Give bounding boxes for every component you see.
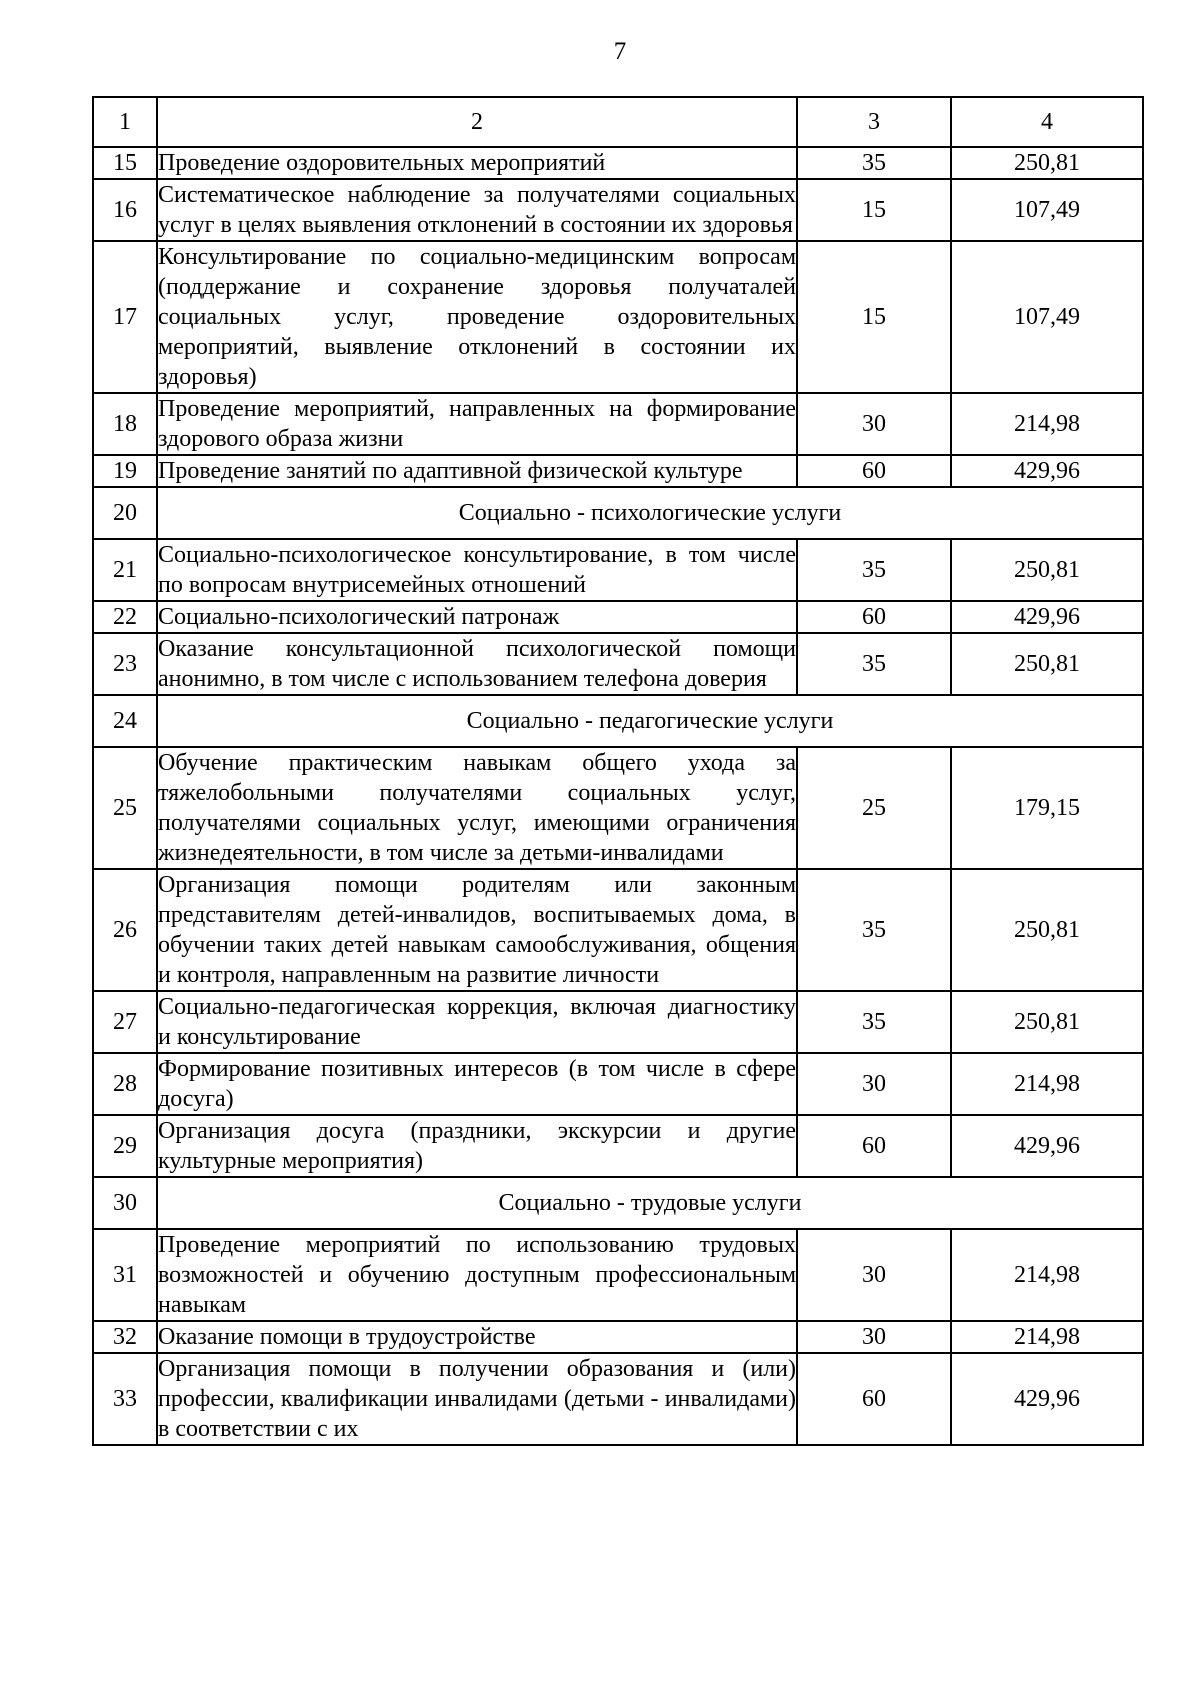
time-value: 30 bbox=[797, 1229, 951, 1321]
header-cell-3: 3 bbox=[797, 97, 951, 147]
cost-value: 214,98 bbox=[951, 1053, 1143, 1115]
row-number: 27 bbox=[93, 991, 157, 1053]
time-value: 35 bbox=[797, 991, 951, 1053]
time-value: 30 bbox=[797, 393, 951, 455]
table-row bbox=[93, 633, 1143, 695]
time-value: 60 bbox=[797, 455, 951, 487]
header-cell-2: 2 bbox=[157, 97, 797, 147]
header-cell-4: 4 bbox=[951, 97, 1143, 147]
row-number: 20 bbox=[93, 487, 157, 539]
row-number: 18 bbox=[93, 393, 157, 455]
table-row bbox=[93, 1229, 1143, 1321]
row-number: 28 bbox=[93, 1053, 157, 1115]
cost-value: 214,98 bbox=[951, 1229, 1143, 1321]
service-name: Формирование позитивных интересов (в том числе в сфере досуга) bbox=[157, 1053, 797, 1115]
row-number: 21 bbox=[93, 539, 157, 601]
service-name: Проведение оздоровительных мероприятий bbox=[157, 147, 797, 179]
table-row bbox=[93, 1321, 1143, 1353]
time-value: 15 bbox=[797, 241, 951, 393]
cost-value: 250,81 bbox=[951, 869, 1143, 991]
time-value: 35 bbox=[797, 147, 951, 179]
time-value: 25 bbox=[797, 747, 951, 869]
services-table bbox=[92, 96, 1144, 1446]
table-row bbox=[93, 147, 1143, 179]
service-name: Социально-психологический патронаж bbox=[157, 601, 797, 633]
time-value: 60 bbox=[797, 1115, 951, 1177]
time-value: 15 bbox=[797, 179, 951, 241]
table-row bbox=[93, 179, 1143, 241]
row-number: 32 bbox=[93, 1321, 157, 1353]
time-value: 60 bbox=[797, 1353, 951, 1445]
row-number: 17 bbox=[93, 241, 157, 393]
row-number: 31 bbox=[93, 1229, 157, 1321]
table-row bbox=[93, 1353, 1143, 1445]
cost-value: 250,81 bbox=[951, 539, 1143, 601]
row-number: 29 bbox=[93, 1115, 157, 1177]
table-body bbox=[93, 97, 1143, 1445]
row-number: 16 bbox=[93, 179, 157, 241]
service-name: Проведение мероприятий по использованию трудовых возможностей и обучению доступным профессиональным навыкам bbox=[157, 1229, 797, 1321]
service-name: Организация помощи в получении образования и (или) профессии, квалификации инвалидами (детьми - инвалидами) в соответствии с их bbox=[157, 1353, 797, 1445]
service-name: Систематическое наблюдение за получателями социальных услуг в целях выявления отклонений в состоянии их здоровья bbox=[157, 179, 797, 241]
row-number: 26 bbox=[93, 869, 157, 991]
cost-value: 179,15 bbox=[951, 747, 1143, 869]
service-name: Обучение практическим навыкам общего ухода за тяжелобольными получателями социальных услуг, получателями социальных услуг, имеющими ограничения жизнедеятельности, в том числе за детьми-инвалидами bbox=[157, 747, 797, 869]
section-title: Социально - психологические услуги bbox=[157, 487, 1143, 539]
service-name: Оказание помощи в трудоустройстве bbox=[157, 1321, 797, 1353]
section-row bbox=[93, 1177, 1143, 1229]
row-number: 19 bbox=[93, 455, 157, 487]
cost-value: 250,81 bbox=[951, 147, 1143, 179]
table-row bbox=[93, 991, 1143, 1053]
cost-value: 214,98 bbox=[951, 1321, 1143, 1353]
service-name: Оказание консультационной психологической помощи анонимно, в том числе с использованием телефона доверия bbox=[157, 633, 797, 695]
row-number: 30 bbox=[93, 1177, 157, 1229]
row-number: 15 bbox=[93, 147, 157, 179]
service-name: Социально-педагогическая коррекция, включая диагностику и консультирование bbox=[157, 991, 797, 1053]
table-row bbox=[93, 1115, 1143, 1177]
time-value: 35 bbox=[797, 539, 951, 601]
table-row bbox=[93, 241, 1143, 393]
section-row bbox=[93, 487, 1143, 539]
section-title: Социально - педагогические услуги bbox=[157, 695, 1143, 747]
time-value: 35 bbox=[797, 869, 951, 991]
table-row bbox=[93, 455, 1143, 487]
cost-value: 429,96 bbox=[951, 1115, 1143, 1177]
row-number: 23 bbox=[93, 633, 157, 695]
table-row bbox=[93, 869, 1143, 991]
service-name: Организация досуга (праздники, экскурсии и другие культурные мероприятия) bbox=[157, 1115, 797, 1177]
table-row bbox=[93, 747, 1143, 869]
time-value: 30 bbox=[797, 1321, 951, 1353]
service-name: Проведение мероприятий, направленных на формирование здорового образа жизни bbox=[157, 393, 797, 455]
cost-value: 429,96 bbox=[951, 601, 1143, 633]
section-row bbox=[93, 695, 1143, 747]
service-name: Организация помощи родителям или законным представителям детей-инвалидов, воспитываемых дома, в обучении таких детей навыкам самообслуживания, общения и контроля, направленным на развитие личности bbox=[157, 869, 797, 991]
table-row bbox=[93, 1053, 1143, 1115]
header-row bbox=[93, 97, 1143, 147]
table-row bbox=[93, 539, 1143, 601]
cost-value: 107,49 bbox=[951, 241, 1143, 393]
row-number: 33 bbox=[93, 1353, 157, 1445]
cost-value: 214,98 bbox=[951, 393, 1143, 455]
table-row bbox=[93, 393, 1143, 455]
cost-value: 429,96 bbox=[951, 455, 1143, 487]
cost-value: 107,49 bbox=[951, 179, 1143, 241]
table-row bbox=[93, 601, 1143, 633]
time-value: 60 bbox=[797, 601, 951, 633]
time-value: 35 bbox=[797, 633, 951, 695]
row-number: 25 bbox=[93, 747, 157, 869]
service-name: Проведение занятий по адаптивной физической культуре bbox=[157, 455, 797, 487]
row-number: 24 bbox=[93, 695, 157, 747]
service-name: Социально-психологическое консультирование, в том числе по вопросам внутрисемейных отношений bbox=[157, 539, 797, 601]
section-title: Социально - трудовые услуги bbox=[157, 1177, 1143, 1229]
cost-value: 250,81 bbox=[951, 633, 1143, 695]
service-name: Консультирование по социально-медицинским вопросам (поддержание и сохранение здоровья получаталей социальных услуг, проведение оздоровительных мероприятий, выявление отклонений в состоянии их здоровья) bbox=[157, 241, 797, 393]
row-number: 22 bbox=[93, 601, 157, 633]
time-value: 30 bbox=[797, 1053, 951, 1115]
cost-value: 250,81 bbox=[951, 991, 1143, 1053]
cost-value: 429,96 bbox=[951, 1353, 1143, 1445]
header-cell-1: 1 bbox=[93, 97, 157, 147]
page-number: 7 bbox=[613, 38, 627, 65]
